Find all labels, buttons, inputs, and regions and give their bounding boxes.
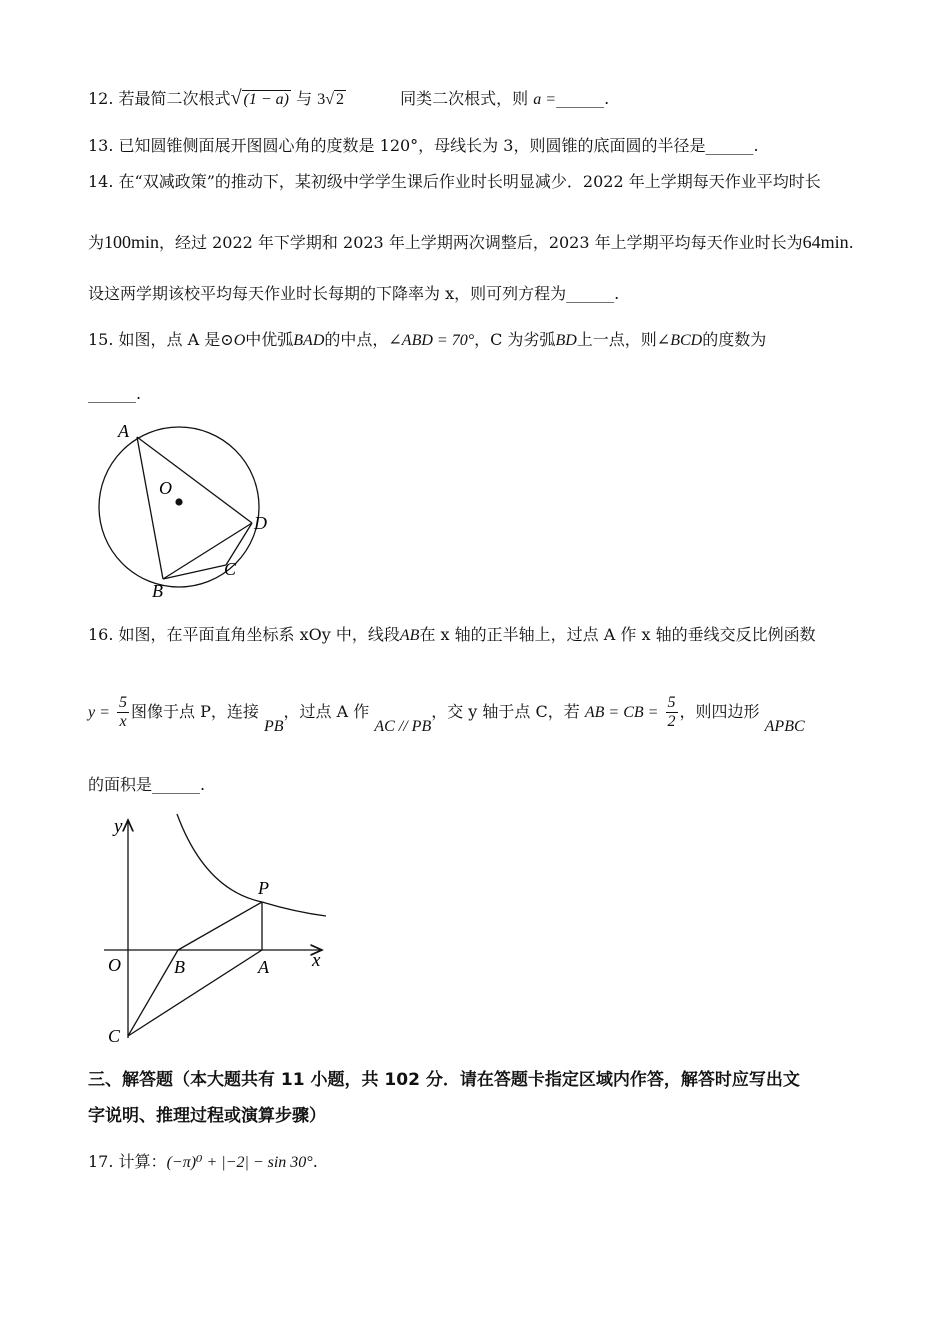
q13-end: .: [753, 136, 759, 155]
q16-t4: ，则四边形: [679, 702, 760, 721]
q15-end: .: [136, 384, 142, 403]
q12-conj: 与: [296, 89, 313, 108]
q17-end: .: [312, 1152, 318, 1171]
label-d: D: [254, 513, 267, 533]
label-o: O: [108, 955, 121, 975]
label-o: O: [159, 478, 172, 498]
label-x: x: [312, 950, 321, 971]
q12-radicand: (1 − a): [243, 91, 289, 108]
segment-ab: [137, 437, 163, 579]
q15-t2: 中优弧: [245, 330, 294, 349]
q14-answer-blank[interactable]: ______: [566, 284, 615, 303]
label-b: B: [174, 957, 185, 977]
q16-number: 16.: [88, 625, 114, 644]
q15-t6: 的度数为: [702, 330, 767, 349]
q15-t3: 的中点，: [324, 330, 389, 349]
q16-t2: ，过点 A 作: [283, 702, 370, 721]
question-15-blank-line: [88, 382, 141, 406]
q15-t5: 上一点，则: [576, 330, 657, 349]
q14-number: 14.: [88, 172, 114, 191]
label-a: A: [258, 957, 269, 977]
question-17: [88, 1150, 318, 1175]
q15-answer-blank[interactable]: ______: [88, 384, 136, 403]
q14-val1: 100min: [104, 232, 160, 252]
q15-arc: BAD: [293, 332, 325, 349]
segment-bc: [163, 565, 226, 579]
q16-func-lhs: y =: [88, 704, 110, 721]
q12-text-mid: 同类二次根式，则: [400, 89, 529, 108]
q17-label: 计算：: [118, 1152, 167, 1171]
q15-number: 15.: [88, 330, 114, 349]
q16-t1: 图像于点 P，连接: [131, 702, 259, 721]
q15-angle2: ∠BCD: [656, 332, 703, 349]
q16-parallel: AC // PB: [374, 718, 432, 735]
question-16-line3: [88, 773, 205, 797]
segment-bc: [128, 950, 178, 1036]
question-14-line3: [88, 282, 619, 306]
q12-answer-blank[interactable]: ______: [556, 89, 605, 108]
q16-end: .: [200, 775, 206, 794]
q14-line1: 在“双减政策”的推动下，某初级中学学生课后作业时长明显减少．2022 年上学期每天作业平均时长: [118, 172, 821, 191]
q16-frac-den: 2: [667, 713, 676, 730]
segment-bd: [163, 523, 252, 579]
segment-ac: [128, 950, 262, 1036]
q14-line2-a: 为: [88, 233, 105, 252]
q15-t4: ，C 为劣弧: [474, 330, 556, 349]
q12-text-before: 若最简二次根式: [118, 89, 231, 108]
q16-line1b: 在 x 轴的正半轴上，过点 A 作 x 轴的垂线交反比例函数: [419, 625, 816, 644]
q16-eq: AB = CB =: [584, 704, 659, 721]
q16-line1: 如图，在平面直角坐标系 xOy 中，线段: [118, 625, 400, 644]
label-c: C: [224, 559, 237, 579]
q16-pb: PB: [263, 718, 284, 735]
q14-line2-end: .: [848, 233, 854, 252]
question-13: [88, 134, 759, 158]
question-12: 12. 若最简二次根式√ (1 − a) 与 3√ 2 同类二次根式，则 a =______.: [88, 87, 610, 109]
q12-number: 12.: [88, 89, 114, 108]
q15-arc2: BD: [555, 332, 577, 349]
q16-seg: AB: [399, 627, 420, 644]
section3-line2: 字说明、推理过程或演算步骤）: [88, 1106, 326, 1126]
q17-number: 17.: [88, 1152, 114, 1171]
q14-end: .: [614, 284, 620, 303]
question-14-line1: [88, 170, 821, 194]
q16-coordinate-figure: [100, 808, 340, 1048]
q16-func-num: 5: [119, 694, 127, 711]
q16-function-fraction: [117, 694, 129, 731]
q14-val2: 64min: [802, 232, 849, 252]
label-c: C: [108, 1026, 121, 1046]
label-b: B: [152, 581, 163, 601]
label-y: y: [114, 816, 123, 837]
q15-circle-o: ⊙O: [220, 332, 246, 349]
q13-answer-blank[interactable]: ______: [705, 136, 754, 155]
q14-line2-b: ，经过 2022 年下学期和 2023 年上学期两次调整后，2023 年上学期平均每天作业时长为: [159, 233, 803, 252]
q13-text: 已知圆锥侧面展开图圆心角的度数是 120°，母线长为 3，则圆锥的底面圆的半径是: [118, 136, 706, 155]
question-15: [88, 328, 766, 353]
question-16-line1: [88, 623, 816, 648]
q17-expression: (−π)⁰ + |−2| − sin 30°: [166, 1154, 313, 1171]
q16-func-den: x: [119, 713, 127, 730]
q16-quad: APBC: [764, 718, 805, 735]
q16-answer-blank[interactable]: ______: [152, 775, 201, 794]
q15-circle-figure: [90, 415, 290, 605]
q16-frac-num: 5: [667, 694, 676, 711]
center-dot: [175, 498, 182, 505]
q15-angle: ∠ABD = 70°: [388, 332, 475, 349]
q12-end: .: [604, 89, 610, 108]
q16-t3: ，交 y 轴于点 C，若: [431, 702, 580, 721]
label-a: A: [118, 421, 129, 441]
section3-line1: 三、解答题（本大题共有 11 小题，共 102 分．请在答题卡指定区域内作答，解答时应写出文: [88, 1070, 800, 1090]
hyperbola-curve: [177, 814, 326, 916]
q12-answer-lhs: a =: [533, 91, 557, 108]
q16-line3: 的面积是: [88, 775, 153, 794]
question-14-line2: [88, 230, 854, 255]
q15-t1: 如图，点 A 是: [118, 330, 221, 349]
segment-pb: [178, 902, 262, 950]
q13-number: 13.: [88, 136, 114, 155]
q12-root2: 2: [335, 91, 344, 108]
question-16-line2: [88, 694, 805, 735]
section3-heading-line2: [88, 1102, 326, 1130]
q16-value-fraction: [666, 694, 678, 731]
q14-line3: 设这两学期该校平均每天作业时长每期的下降率为 x，则可列方程为: [88, 284, 567, 303]
label-p: P: [258, 878, 269, 898]
q12-coef: 3: [317, 91, 326, 108]
section3-heading-line1: [88, 1066, 800, 1094]
sqrt-sign-icon: √: [230, 87, 242, 109]
